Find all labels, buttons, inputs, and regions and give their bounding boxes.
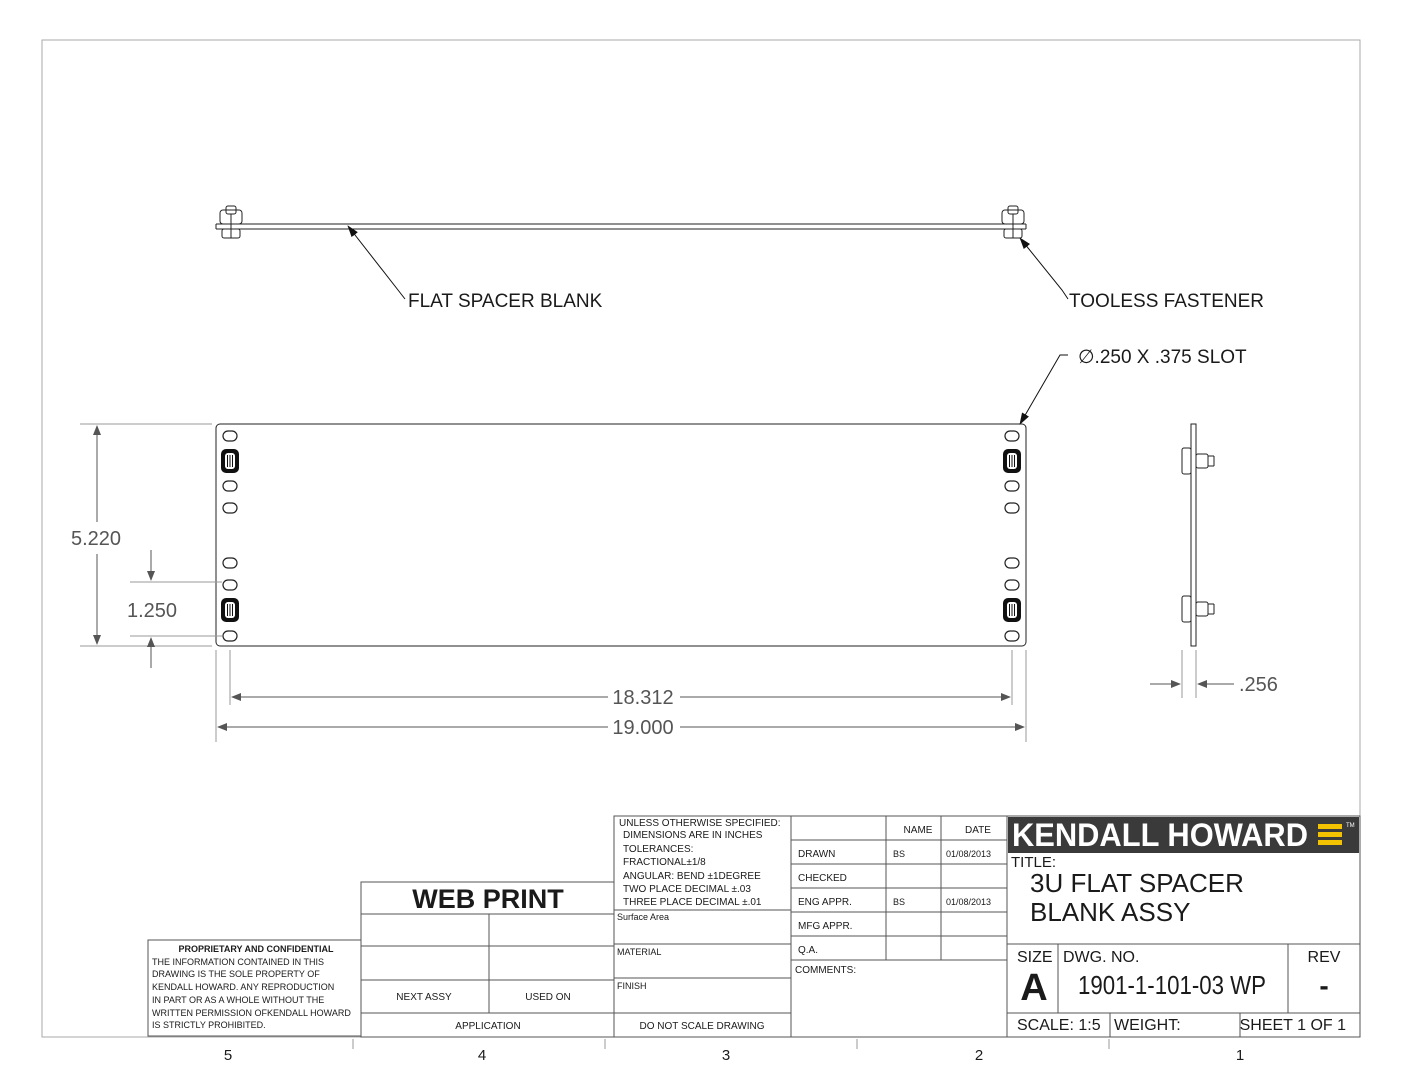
- signoff-row-label: DRAWN: [798, 849, 836, 860]
- signoff-row-date: 01/08/2013: [946, 849, 992, 859]
- zone-label: 4: [477, 1047, 487, 1064]
- mounting-slot: [223, 503, 237, 513]
- tolerance-line-4: FRACTIONAL±1/8: [623, 857, 706, 868]
- signoff-row-name: BS: [893, 849, 906, 859]
- dwg-no-label: DWG. NO.: [1063, 949, 1140, 966]
- surface-area-label: Surface Area: [617, 912, 670, 922]
- mounting-slot: [1005, 431, 1019, 441]
- weight-label: WEIGHT:: [1114, 1017, 1181, 1034]
- dim-hole-span: [230, 650, 1012, 709]
- name-header: NAME: [903, 825, 933, 836]
- signoff-row-label: MFG APPR.: [798, 921, 853, 932]
- mounting-slot: [1005, 503, 1019, 513]
- side-fastener-bottom-icon: [1182, 596, 1214, 622]
- zone-markers: [224, 1039, 1244, 1064]
- material-label: MATERIAL: [617, 947, 662, 957]
- side-fastener-top-icon: [1182, 448, 1214, 474]
- zone-label: 1: [1235, 1047, 1245, 1064]
- fastener-insert-icon: [1003, 449, 1021, 473]
- fastener-insert-icon: [221, 449, 239, 473]
- fastener-right-icon: [1002, 206, 1024, 238]
- scale-label: SCALE: 1:5: [1017, 1017, 1101, 1034]
- dim-hole-spacing: [127, 550, 222, 668]
- zone-label: 2: [974, 1047, 984, 1064]
- title-label: TITLE:: [1011, 854, 1057, 871]
- rev-label: REV: [1307, 949, 1341, 966]
- flat-spacer-blank-label: FLAT SPACER BLANK: [408, 291, 603, 312]
- proprietary-heading: PROPRIETARY AND CONFIDENTIAL: [178, 944, 334, 954]
- size-label: SIZE: [1017, 949, 1053, 966]
- date-header: DATE: [965, 825, 991, 836]
- proprietary-line-2: DRAWING IS THE SOLE PROPERTY OF: [152, 969, 320, 979]
- next-assy-label: NEXT ASSY: [396, 992, 452, 1003]
- mounting-slot: [1005, 631, 1019, 641]
- company-logo-text: KENDALL HOWARD: [1012, 817, 1308, 853]
- proprietary-line-6: IS STRICTLY PROHIBITED.: [152, 1020, 266, 1030]
- dim-hole-spacing-value: 1.250: [126, 600, 178, 622]
- tolerance-line-5: ANGULAR: BEND ±1DEGREE: [623, 871, 761, 882]
- proprietary-box: [148, 940, 361, 1036]
- fastener-left-icon: [220, 206, 242, 238]
- tolerance-line-1: UNLESS OTHERWISE SPECIFIED:: [619, 818, 781, 829]
- mounting-slot: [1005, 580, 1019, 590]
- rev-value: -: [1319, 970, 1329, 1001]
- tolerance-line-6: TWO PLACE DECIMAL ±.03: [623, 884, 751, 895]
- application-block: [361, 882, 614, 1037]
- tolerance-line-7: THREE PLACE DECIMAL ±.01: [623, 897, 762, 908]
- top-view: [216, 206, 1026, 238]
- tooless-fastener-label: TOOLESS FASTENER: [1069, 291, 1264, 312]
- tolerance-line-3: TOLERANCES:: [623, 844, 694, 855]
- flat-spacer-leader: [348, 226, 405, 299]
- company-logo-stripes-icon: [1318, 824, 1342, 845]
- side-view: [1150, 424, 1278, 698]
- trademark-mark: TM: [1346, 823, 1355, 829]
- slot-label: ∅.250 X .375 SLOT: [1078, 347, 1247, 368]
- title-line-2: BLANK ASSY: [1030, 897, 1191, 927]
- dim-height-value: 5.220: [70, 528, 122, 550]
- title-line-1: 3U FLAT SPACER: [1030, 868, 1244, 898]
- zone-label: 3: [721, 1047, 731, 1064]
- mounting-slot: [223, 631, 237, 641]
- mounting-slot: [223, 431, 237, 441]
- used-on-label: USED ON: [525, 992, 571, 1003]
- finish-label: FINISH: [617, 981, 647, 991]
- fastener-insert-icon: [221, 598, 239, 622]
- title-block: [1007, 816, 1360, 1037]
- dim-thickness-value: .256: [1239, 674, 1278, 696]
- dim-hole-span-value: 18.312: [612, 687, 674, 709]
- proprietary-line-4: IN PART OR AS A WHOLE WITHOUT THE: [152, 995, 325, 1005]
- mounting-slot: [223, 580, 237, 590]
- mounting-slot: [1005, 558, 1019, 568]
- tolerance-line-2: DIMENSIONS ARE IN INCHES: [623, 830, 763, 841]
- mounting-slot: [223, 558, 237, 568]
- do-not-scale-label: DO NOT SCALE DRAWING: [639, 1021, 765, 1032]
- tooless-fastener-leader: [1020, 238, 1068, 299]
- size-value: A: [1020, 967, 1048, 1009]
- web-print-label: WEB PRINT: [412, 884, 564, 914]
- sheet-label: SHEET 1 OF 1: [1239, 1017, 1346, 1034]
- zone-label: 5: [223, 1047, 233, 1064]
- application-label: APPLICATION: [455, 1021, 521, 1032]
- mounting-slot: [1005, 481, 1019, 491]
- signoff-row-name: BS: [893, 897, 906, 907]
- fastener-insert-icon: [1003, 598, 1021, 622]
- comments-label: COMMENTS:: [795, 965, 857, 976]
- dwg-no-value: 1901-1-101-03 WP: [1078, 970, 1266, 1000]
- signoff-block: [791, 816, 1007, 1037]
- signoff-row-label: ENG APPR.: [798, 897, 852, 908]
- proprietary-line-1: THE INFORMATION CONTAINED IN THIS: [152, 957, 325, 967]
- proprietary-line-5: WRITTEN PERMISSION OFKENDALL HOWARD: [152, 1008, 351, 1018]
- signoff-row-label: CHECKED: [798, 873, 847, 884]
- signoff-row-label: Q.A.: [798, 945, 819, 956]
- panel-outline: [216, 424, 1026, 646]
- proprietary-line-3: KENDALL HOWARD. ANY REPRODUCTION: [152, 982, 335, 992]
- signoff-row-date: 01/08/2013: [946, 897, 992, 907]
- front-view: [216, 424, 1026, 646]
- dim-width-value: 19.000: [612, 717, 674, 739]
- slot-leader: [1020, 355, 1068, 424]
- tolerance-block: [614, 816, 791, 1037]
- mounting-slot: [223, 481, 237, 491]
